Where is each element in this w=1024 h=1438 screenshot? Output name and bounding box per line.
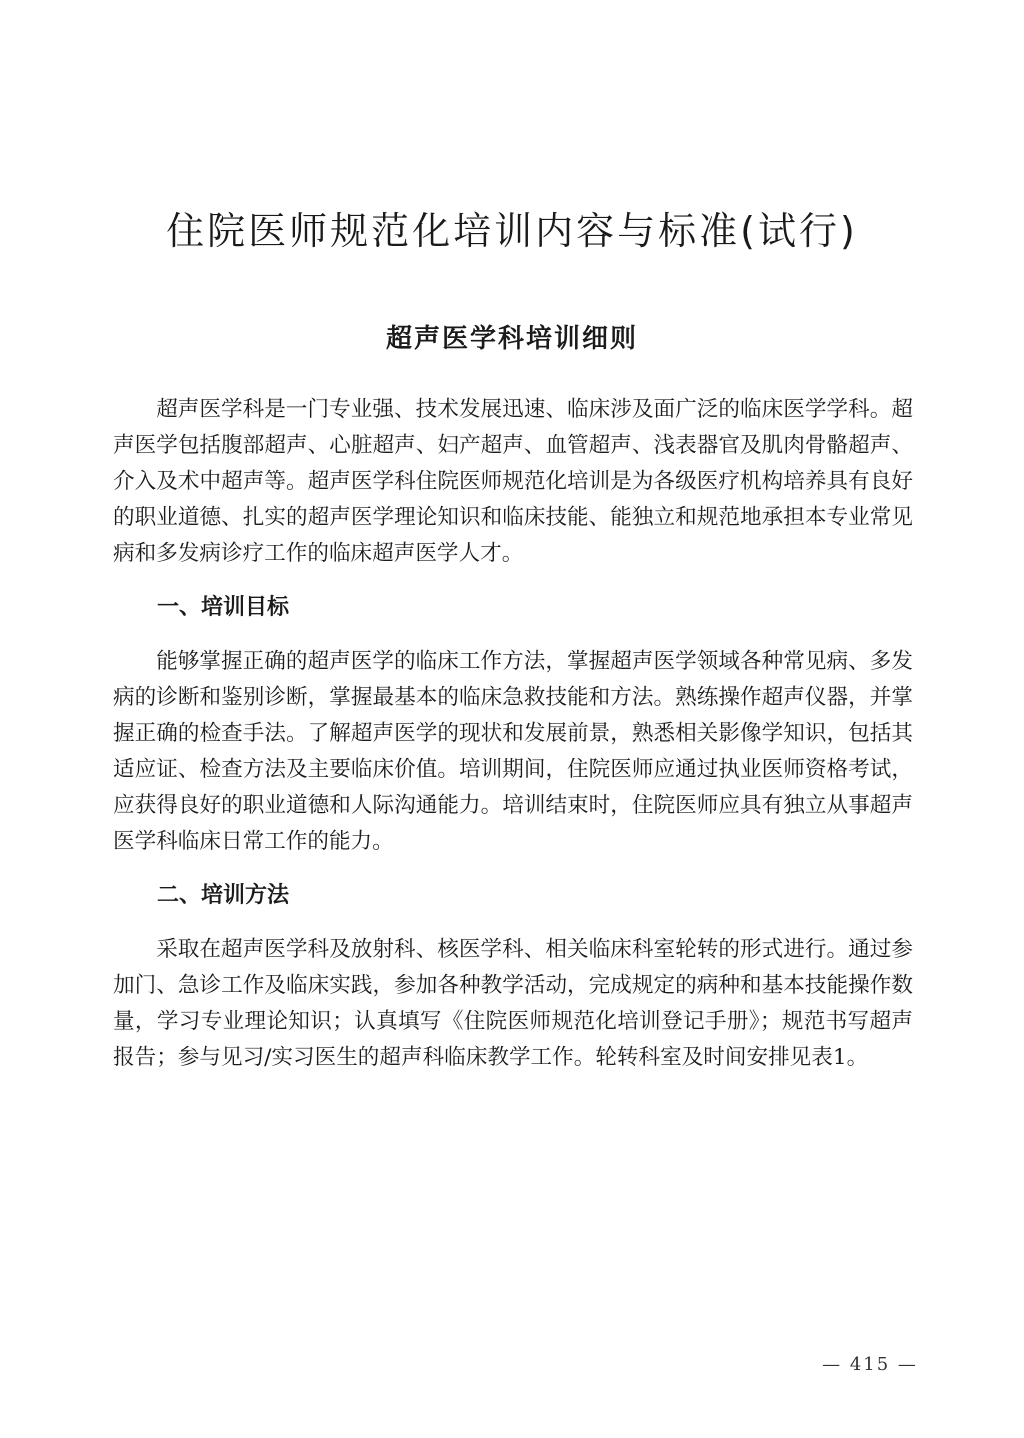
- intro-paragraph: 超声医学科是一门专业强、技术发展迅速、临床涉及面广泛的临床医学学科。超声医学包括腹部超声、心脏超声、妇产超声、血管超声、浅表器官及肌肉骨骼超声、介入及术中超声等。超声医学科住院医师规范化培训是为各级医疗机构培养具有良好的职业道德、扎实的超声医学理论知识和临床技能、能独立和规范地承担本专业常见病和多发病诊疗工作的临床超声医学人才。: [113, 397, 913, 566]
- document-title: 住院医师规范化培训内容与标准(试行): [166, 209, 858, 253]
- section-heading-methods: 二、培训方法: [157, 883, 290, 908]
- document-subtitle: 超声医学科培训细则: [385, 324, 638, 354]
- section-heading-goals: 一、培训目标: [157, 595, 290, 620]
- section-body-methods: 采取在超声医学科及放射科、核医学科、相关临床科室轮转的形式进行。通过参加门、急诊工作及临床实践，参加各种教学活动，完成规定的病种和基本技能操作数量，学习专业理论知识；认真填写《住院医师规范化培训登记手册》；规范书写超声报告；参与见习/实习医生的超声科临床教学工作。轮转科室及时间安排见表1。: [113, 937, 913, 1070]
- page-number: — 415 —: [822, 1354, 918, 1375]
- document-body: [113, 392, 913, 1076]
- section-body-goals: 能够掌握正确的超声医学的临床工作方法，掌握超声医学领域各种常见病、多发病的诊断和鉴别诊断，掌握最基本的临床急救技能和方法。熟练操作超声仪器，并掌握正确的检查手法。了解超声医学的现状和发展前景，熟悉相关影像学知识，包括其适应证、检查方法及主要临床价值。培训期间，住院医师应通过执业医师资格考试，应获得良好的职业道德和人际沟通能力。培训结束时，住院医师应具有独立从事超声医学科临床日常工作的能力。: [113, 649, 913, 854]
